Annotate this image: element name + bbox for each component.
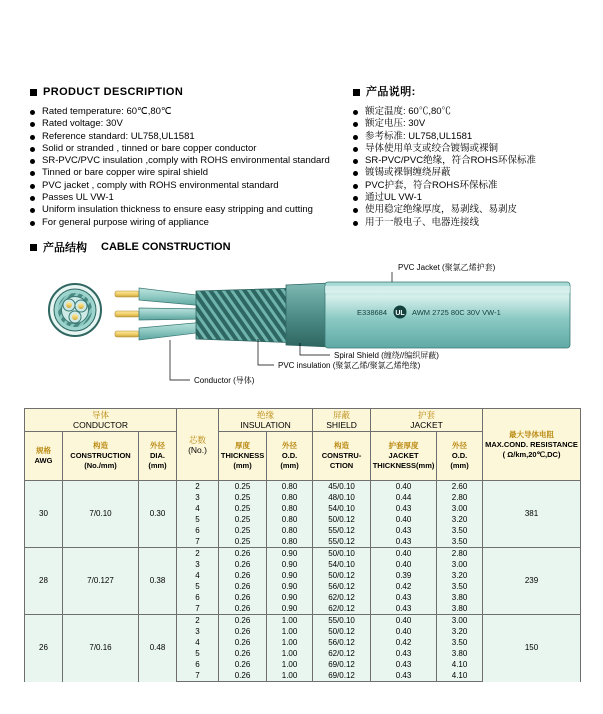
cell-ins-thickness: 0.25 xyxy=(219,525,267,536)
table-row xyxy=(25,481,581,493)
cell-jacket-od: 3.50 xyxy=(437,637,483,648)
list-item: 参考标准: UL758,UL1581 xyxy=(353,131,603,143)
cell-jacket-od: 2.80 xyxy=(437,548,483,560)
list-item: Passes UL VW-1 xyxy=(30,192,345,204)
subheader-jacket-thickness-unit: THICKNESS(mm) xyxy=(372,461,435,470)
cell-jacket-thickness: 0.40 xyxy=(371,548,437,560)
group-insulation-cn: 绝缘 xyxy=(257,410,275,420)
subheader-cores-cn: 芯数 xyxy=(189,434,207,445)
table-row xyxy=(25,548,581,560)
cell-ins-od: 1.00 xyxy=(267,637,313,648)
subheader-jacket-thickness-en: JACKET xyxy=(388,451,419,460)
cell-cores: 2 xyxy=(177,548,219,560)
cell-ins-thickness: 0.26 xyxy=(219,592,267,603)
subheader-cores-unit: (No.) xyxy=(188,444,207,455)
cell-construction: 7/0.10 xyxy=(63,481,139,548)
cell-shield: 69/0.12 xyxy=(313,670,371,682)
subheader-ins-thickness xyxy=(219,432,267,481)
cell-ins-od: 0.80 xyxy=(267,536,313,548)
cell-jacket-thickness: 0.39 xyxy=(371,570,437,581)
subheader-ins-thickness-en: THICKNESS xyxy=(220,451,265,460)
subheader-conductor-dia xyxy=(139,432,177,481)
cell-cores: 7 xyxy=(177,536,219,548)
cell-jacket-od: 3.20 xyxy=(437,570,483,581)
cell-shield: 62/0.12 xyxy=(313,603,371,615)
cell-jacket-thickness: 0.43 xyxy=(371,659,437,670)
subheader-ins-thickness-unit: (mm) xyxy=(233,461,252,470)
spiral-shield-layer xyxy=(196,288,300,343)
description-heading-cn-text: 产品说明: xyxy=(366,86,416,98)
cell-shield: 48/0.10 xyxy=(313,492,371,503)
file-number-text: E338684 xyxy=(357,308,388,317)
subheader-ins-od-cn: 外径 xyxy=(282,441,298,450)
table-group-header-row xyxy=(25,409,581,432)
cell-jacket-thickness: 0.43 xyxy=(371,525,437,536)
cell-jacket-od: 3.00 xyxy=(437,559,483,570)
cell-jacket-od: 3.00 xyxy=(437,615,483,627)
cell-jacket-od: 3.50 xyxy=(437,536,483,548)
group-jacket-cn: 护套 xyxy=(418,410,436,420)
construction-heading-cn: 产品结构 xyxy=(43,242,87,254)
subheader-resistance-cn: 最大导体电阻 xyxy=(509,429,555,439)
cell-cores: 6 xyxy=(177,659,219,670)
cell-jacket-thickness: 0.40 xyxy=(371,481,437,493)
cell-ins-od: 1.00 xyxy=(267,670,313,682)
subheader-resistance xyxy=(483,409,581,481)
cell-shield: 50/0.10 xyxy=(313,548,371,560)
cell-ins-od: 1.00 xyxy=(267,615,313,627)
cell-cores: 2 xyxy=(177,615,219,627)
cell-jacket-od: 3.00 xyxy=(437,503,483,514)
cell-conductor-dia: 0.48 xyxy=(139,615,177,682)
cell-ins-thickness: 0.26 xyxy=(219,615,267,627)
list-item: Tinned or bare copper wire spiral shield xyxy=(30,167,345,179)
cell-jacket-od: 3.80 xyxy=(437,648,483,659)
subheader-construction-en: CONSTRUCTION xyxy=(70,451,131,460)
subheader-ins-od xyxy=(267,432,313,481)
cell-awg: 28 xyxy=(25,548,63,615)
cell-cores: 4 xyxy=(177,637,219,648)
cell-ins-thickness: 0.26 xyxy=(219,559,267,570)
subheader-conductor-dia-en: DIA. xyxy=(150,451,166,460)
cell-ins-od: 1.00 xyxy=(267,626,313,637)
cell-ins-thickness: 0.26 xyxy=(219,670,267,682)
cell-ins-thickness: 0.25 xyxy=(219,492,267,503)
cell-shield: 50/0.12 xyxy=(313,570,371,581)
list-item: 额定电压: 30V xyxy=(353,118,603,130)
cell-shield: 69/0.12 xyxy=(313,659,371,670)
cell-ins-od: 0.80 xyxy=(267,525,313,536)
cell-shield: 55/0.12 xyxy=(313,525,371,536)
cell-jacket-thickness: 0.42 xyxy=(371,637,437,648)
cell-ins-od: 0.90 xyxy=(267,592,313,603)
list-item: 用于一般电子、电器连接线 xyxy=(353,217,603,229)
cell-jacket-od: 3.20 xyxy=(437,626,483,637)
cell-resistance: 239 xyxy=(483,548,581,615)
cell-cores: 3 xyxy=(177,626,219,637)
cell-jacket-od: 4.10 xyxy=(437,659,483,670)
cell-jacket-thickness: 0.43 xyxy=(371,592,437,603)
subheader-construction xyxy=(63,432,139,481)
list-item: PVC护套，符合ROHS环保标准 xyxy=(353,180,603,192)
cell-jacket-od: 4.10 xyxy=(437,670,483,682)
cell-shield: 55/0.10 xyxy=(313,615,371,627)
cell-jacket-od: 2.80 xyxy=(437,492,483,503)
cell-ins-thickness: 0.26 xyxy=(219,648,267,659)
subheader-awg xyxy=(25,432,63,481)
cell-awg: 26 xyxy=(25,615,63,682)
description-list-cn xyxy=(353,106,603,229)
cell-ins-od: 0.80 xyxy=(267,492,313,503)
cell-shield: 56/0.12 xyxy=(313,581,371,592)
list-item: Uniform insulation thickness to ensure easy stripping and cutting xyxy=(30,204,345,216)
cell-jacket-od: 2.60 xyxy=(437,481,483,493)
list-item: Reference standard: UL758,UL1581 xyxy=(30,131,345,143)
cell-jacket-thickness: 0.43 xyxy=(371,603,437,615)
list-item: Solid or stranded , tinned or bare copper conductor xyxy=(30,143,345,155)
cell-ins-od: 0.90 xyxy=(267,603,313,615)
cable-construction-heading xyxy=(30,239,231,255)
insulated-cores xyxy=(139,288,205,340)
label-pvc-insulation: PVC insulation (聚氯乙烯/聚氯乙烯绝缘) xyxy=(278,361,421,370)
cell-jacket-od: 3.80 xyxy=(437,603,483,615)
cell-jacket-od: 3.50 xyxy=(437,525,483,536)
list-item: Rated temperature: 60℃,80℃ xyxy=(30,106,345,118)
subheader-ins-od-en: O.D. xyxy=(281,451,298,460)
cell-ins-thickness: 0.26 xyxy=(219,659,267,670)
square-bullet-icon xyxy=(30,89,37,96)
list-item: 额定温度: 60℃,80℃ xyxy=(353,106,603,118)
cell-shield: 54/0.10 xyxy=(313,559,371,570)
group-conductor xyxy=(25,409,177,432)
cell-cores: 6 xyxy=(177,525,219,536)
subheader-awg-cn: 规格 xyxy=(36,446,51,455)
cell-ins-thickness: 0.26 xyxy=(219,626,267,637)
cell-jacket-od: 3.80 xyxy=(437,592,483,603)
specification-table xyxy=(24,408,581,682)
subheader-shield-construction xyxy=(313,432,371,481)
cell-jacket-thickness: 0.43 xyxy=(371,648,437,659)
cell-ins-thickness: 0.25 xyxy=(219,503,267,514)
subheader-shield-construction-en: CONSTRU-CTION xyxy=(321,451,362,470)
cell-conductor-dia: 0.38 xyxy=(139,548,177,615)
square-bullet-icon xyxy=(30,244,37,251)
description-chinese-column xyxy=(345,86,603,229)
list-item: For general purpose wiring of appliance xyxy=(30,217,345,229)
cell-cores: 7 xyxy=(177,603,219,615)
list-item: 镀锡或裸铜缠绕屏蔽 xyxy=(353,167,603,179)
cell-shield: 55/0.12 xyxy=(313,536,371,548)
cell-ins-od: 0.90 xyxy=(267,559,313,570)
description-heading-en xyxy=(30,86,345,98)
cell-cores: 3 xyxy=(177,492,219,503)
cell-jacket-thickness: 0.40 xyxy=(371,615,437,627)
cell-ins-od: 0.90 xyxy=(267,548,313,560)
description-english-column xyxy=(0,86,345,229)
description-list-en xyxy=(30,106,345,229)
subheader-conductor-dia-cn: 外径 xyxy=(150,441,166,450)
label-conductor: Conductor (导体) xyxy=(194,376,255,385)
group-shield-en: SHIELD xyxy=(326,420,357,430)
cell-resistance: 381 xyxy=(483,481,581,548)
description-heading-en-text: PRODUCT DESCRIPTION xyxy=(43,86,184,98)
subheader-jacket-od-unit: (mm) xyxy=(450,461,469,470)
cell-jacket-thickness: 0.43 xyxy=(371,503,437,514)
cell-cores: 2 xyxy=(177,481,219,493)
list-item: PVC jacket , comply with ROHS environmental standard xyxy=(30,180,345,192)
subheader-ins-od-unit: (mm) xyxy=(280,461,299,470)
cable-cross-section xyxy=(49,284,101,336)
list-item: 使用稳定绝缘厚度，易剥线、易剥皮 xyxy=(353,204,603,216)
subheader-cores xyxy=(177,409,219,481)
cell-ins-thickness: 0.26 xyxy=(219,603,267,615)
group-conductor-cn: 导体 xyxy=(92,410,110,420)
cell-ins-od: 0.90 xyxy=(267,581,313,592)
table-body xyxy=(25,481,581,682)
cell-ins-thickness: 0.26 xyxy=(219,570,267,581)
cell-ins-od: 0.80 xyxy=(267,481,313,493)
cell-jacket-od: 3.50 xyxy=(437,581,483,592)
cell-jacket-thickness: 0.40 xyxy=(371,514,437,525)
cell-construction: 7/0.127 xyxy=(63,548,139,615)
group-jacket-en: JACKET xyxy=(410,420,443,430)
subheader-jacket-od-en: O.D. xyxy=(451,451,468,460)
subheader-awg-en: AWG xyxy=(34,456,53,465)
group-insulation xyxy=(219,409,313,432)
group-insulation-en: INSULATION xyxy=(240,420,291,430)
cell-jacket-thickness: 0.40 xyxy=(371,626,437,637)
subheader-construction-unit: (No./mm) xyxy=(84,461,117,470)
cell-cores: 5 xyxy=(177,648,219,659)
cell-shield: 45/0.10 xyxy=(313,481,371,493)
cell-ins-od: 0.80 xyxy=(267,503,313,514)
cell-ins-od: 1.00 xyxy=(267,648,313,659)
square-bullet-icon xyxy=(353,89,360,96)
ul-mark-icon xyxy=(394,306,407,319)
group-shield-cn: 屏蔽 xyxy=(333,410,351,420)
cell-ins-thickness: 0.26 xyxy=(219,548,267,560)
cell-shield: 54/0.10 xyxy=(313,503,371,514)
cell-ins-thickness: 0.25 xyxy=(219,514,267,525)
list-item: Rated voltage: 30V xyxy=(30,118,345,130)
cell-shield: 56/0.12 xyxy=(313,637,371,648)
cell-ins-od: 0.80 xyxy=(267,514,313,525)
list-item: SR-PVC/PVC insulation ,comply with ROHS environmental standard xyxy=(30,155,345,167)
group-jacket xyxy=(371,409,483,432)
cell-ins-thickness: 0.26 xyxy=(219,637,267,648)
subheader-conductor-dia-unit: (mm) xyxy=(148,461,167,470)
cell-jacket-thickness: 0.43 xyxy=(371,536,437,548)
description-heading-cn xyxy=(353,86,603,98)
cell-cores: 4 xyxy=(177,503,219,514)
cell-awg: 30 xyxy=(25,481,63,548)
list-item: 导体使用单支或绞合镀锡或裸铜 xyxy=(353,143,603,155)
group-conductor-en: CONDUCTOR xyxy=(72,420,129,430)
cell-ins-od: 1.00 xyxy=(267,659,313,670)
conductor-ends xyxy=(115,291,139,337)
product-description-section xyxy=(0,86,603,229)
cell-shield: 62/0.12 xyxy=(313,592,371,603)
cell-shield: 62/0.12 xyxy=(313,648,371,659)
label-pvc-jacket: PVC Jacket (聚氯乙烯护套) xyxy=(398,263,496,272)
group-shield xyxy=(313,409,371,432)
cell-cores: 7 xyxy=(177,670,219,682)
construction-heading-en: CABLE CONSTRUCTION xyxy=(101,241,231,253)
subheader-resistance-en: MAX.COND. RESISTANCE xyxy=(485,439,578,449)
awm-rating-text: AWM 2725 80C 30V VW-1 xyxy=(412,308,501,317)
cell-ins-od: 0.90 xyxy=(267,570,313,581)
jacket-print xyxy=(357,306,501,319)
subheader-shield-construction-cn: 构造 xyxy=(334,441,350,450)
cell-shield: 50/0.12 xyxy=(313,514,371,525)
cable-construction-diagram xyxy=(0,255,603,400)
svg-text:UL: UL xyxy=(395,310,405,317)
subheader-construction-cn: 构造 xyxy=(93,441,108,450)
list-item: SR-PVC/PVC绝缘，符合ROHS环保标准 xyxy=(353,155,603,167)
cell-cores: 4 xyxy=(177,570,219,581)
cell-jacket-thickness: 0.44 xyxy=(371,492,437,503)
list-item: 通过UL VW-1 xyxy=(353,192,603,204)
subheader-resistance-unit: ( Ω/km,20℃,DC) xyxy=(502,449,561,459)
subheader-ins-thickness-cn: 厚度 xyxy=(235,441,251,450)
table-row xyxy=(25,615,581,627)
subheader-jacket-thickness-cn: 护套厚度 xyxy=(388,441,419,450)
subheader-jacket-od-cn: 外径 xyxy=(452,441,468,450)
cell-cores: 3 xyxy=(177,559,219,570)
cell-jacket-thickness: 0.43 xyxy=(371,670,437,682)
subheader-jacket-od xyxy=(437,432,483,481)
cell-ins-thickness: 0.25 xyxy=(219,536,267,548)
cell-conductor-dia: 0.30 xyxy=(139,481,177,548)
cell-cores: 6 xyxy=(177,592,219,603)
cell-shield: 50/0.12 xyxy=(313,626,371,637)
cell-jacket-od: 3.20 xyxy=(437,514,483,525)
cell-cores: 5 xyxy=(177,514,219,525)
label-spiral-shield: Spiral Shield (缠绕//编织屏蔽) xyxy=(334,351,439,360)
subheader-jacket-thickness xyxy=(371,432,437,481)
cell-ins-thickness: 0.25 xyxy=(219,481,267,493)
cell-cores: 5 xyxy=(177,581,219,592)
cell-construction: 7/0.16 xyxy=(63,615,139,682)
cell-jacket-thickness: 0.40 xyxy=(371,559,437,570)
cell-resistance: 150 xyxy=(483,615,581,682)
cell-ins-thickness: 0.26 xyxy=(219,581,267,592)
cell-jacket-thickness: 0.42 xyxy=(371,581,437,592)
